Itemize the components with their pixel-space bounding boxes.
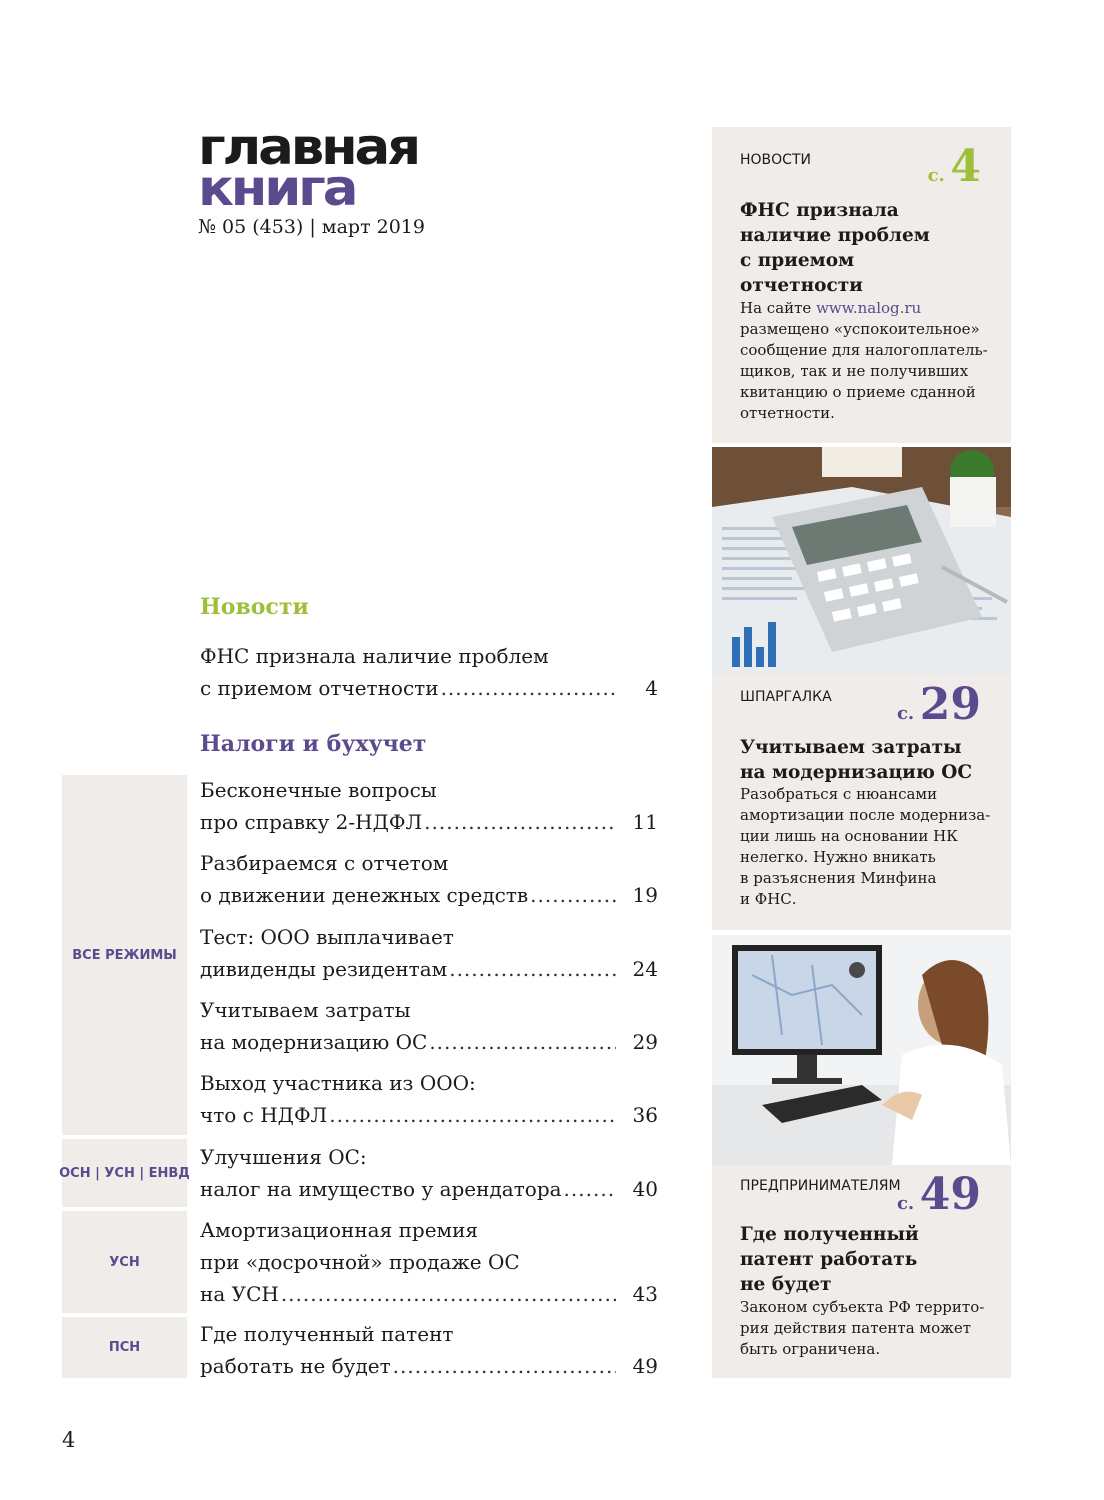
toc-entry[interactable] — [200, 774, 658, 838]
leader-dots — [393, 1350, 616, 1382]
sidebar-headline: ФНС признала наличие проблем с приемом отчетности — [740, 200, 930, 296]
toc-entry[interactable] — [200, 847, 658, 911]
leader-dots — [449, 953, 616, 985]
toc-page-number: 19 — [632, 883, 658, 907]
toc-entry-line: Бесконечные вопросы — [200, 778, 437, 802]
toc-entry-line: Амортизационная премия — [200, 1218, 479, 1242]
sidebar-body: Законом субъекта РФ террито- рия действия патента может быть ограничена. — [740, 1298, 985, 1358]
toc-page-number: 36 — [632, 1103, 658, 1127]
logo-line2: книга — [198, 159, 356, 217]
section-title-taxes: Налоги и бухучет — [200, 731, 427, 757]
toc-entry[interactable] — [200, 1318, 658, 1382]
toc-page-number: 24 — [632, 957, 658, 981]
nalog-link[interactable]: www.nalog.ru — [816, 299, 922, 317]
toc-entry-line: о движении денежных средств — [200, 883, 529, 907]
leader-dots — [530, 879, 616, 911]
leader-dots — [424, 806, 616, 838]
issue-number: № 05 (453) | март 2019 — [198, 216, 425, 238]
toc-entry-line: на УСН — [200, 1282, 279, 1306]
toc-entry[interactable] — [200, 640, 658, 704]
toc-entry-line: дивиденды резидентам — [200, 957, 448, 981]
toc-page-number: 4 — [645, 676, 658, 700]
leader-dots — [441, 672, 616, 704]
leader-dots — [564, 1173, 616, 1205]
leader-dots — [281, 1278, 616, 1310]
calculator-photo — [712, 447, 1011, 675]
sidebar-page-ref: с. 4 — [927, 141, 981, 192]
page-number: 4 — [62, 1428, 76, 1452]
magazine-logo — [198, 118, 448, 217]
toc-page-number: 11 — [632, 810, 658, 834]
toc-entry-line: с приемом отчетности — [200, 676, 439, 700]
sidebar-category: ПРЕДПРИНИМАТЕЛЯМ — [740, 1178, 901, 1194]
toc-entry-line: при «досрочной» продаже ОС — [200, 1250, 520, 1274]
toc-entry[interactable] — [200, 1214, 658, 1310]
toc-entry-line: Разбираемся с отчетом — [200, 851, 449, 875]
sidebar-headline: Учитываем затраты на модернизацию ОС — [740, 737, 973, 783]
toc-entry-line: работать не будет — [200, 1354, 391, 1378]
toc-entry-line: ФНС признала наличие проблем — [200, 644, 549, 668]
toc-page-number: 43 — [632, 1282, 658, 1306]
sidebar-category: ШПАРГАЛКА — [740, 689, 832, 705]
toc-entry-line: Выход участника из ООО: — [200, 1071, 476, 1095]
toc-entry[interactable] — [200, 1067, 658, 1131]
sidebar-body: На сайте www.nalog.ru размещено «успокоительное» сообщение для налогоплатель- щиков, так и не получивших квитанцию о приеме сданной отчетности. — [740, 299, 988, 422]
toc-entry-line: Где полученный патент — [200, 1322, 454, 1346]
toc-page-number: 29 — [632, 1030, 658, 1054]
leader-dots — [329, 1099, 616, 1131]
regime-tag-psn: ПСН — [62, 1317, 187, 1378]
section-title-news: Новости — [200, 594, 309, 620]
toc-entry[interactable] — [200, 921, 658, 985]
regime-tag-usn: УСН — [62, 1211, 187, 1313]
toc-entry-line: про справку 2-НДФЛ — [200, 810, 423, 834]
sidebar-headline: Где полученный патент работать не будет — [740, 1224, 919, 1295]
regime-tag-osn-usn-envd: ОСН | УСН | ЕНВД — [62, 1139, 187, 1207]
toc-entry-line: Улучшения ОС: — [200, 1145, 367, 1169]
regime-tag-all: ВСЕ РЕЖИМЫ — [62, 775, 187, 1135]
toc-page-number: 40 — [632, 1177, 658, 1201]
sidebar-card-entrepreneurs[interactable] — [712, 1165, 1011, 1378]
woman-computer-photo — [712, 935, 1011, 1165]
toc-entry[interactable] — [200, 1141, 658, 1205]
sidebar-body: Разобраться с нюансами амортизации после модерниза- ции лишь на основании НК нелегко. Нужно вникать в разъяснения Минфина и ФНС. — [740, 785, 991, 908]
sidebar-card-news[interactable] — [712, 127, 1011, 443]
sidebar-page-ref: с. 49 — [896, 1169, 981, 1220]
toc-entry-line: что с НДФЛ — [200, 1103, 328, 1127]
leader-dots — [429, 1026, 616, 1058]
toc-entry-line: на модернизацию ОС — [200, 1030, 428, 1054]
toc-entry-line: Тест: ООО выплачивает — [200, 925, 454, 949]
sidebar-page-ref: с. 29 — [896, 679, 981, 730]
toc-entry[interactable] — [200, 994, 658, 1058]
toc-page-number: 49 — [632, 1354, 658, 1378]
toc-entry-line: Учитываем затраты — [200, 998, 411, 1022]
logo-line1: главная — [198, 118, 418, 176]
sidebar-card-cheatsheet[interactable] — [712, 675, 1011, 930]
toc-entry-line: налог на имущество у арендатора — [200, 1177, 562, 1201]
sidebar-category: НОВОСТИ — [740, 152, 811, 168]
